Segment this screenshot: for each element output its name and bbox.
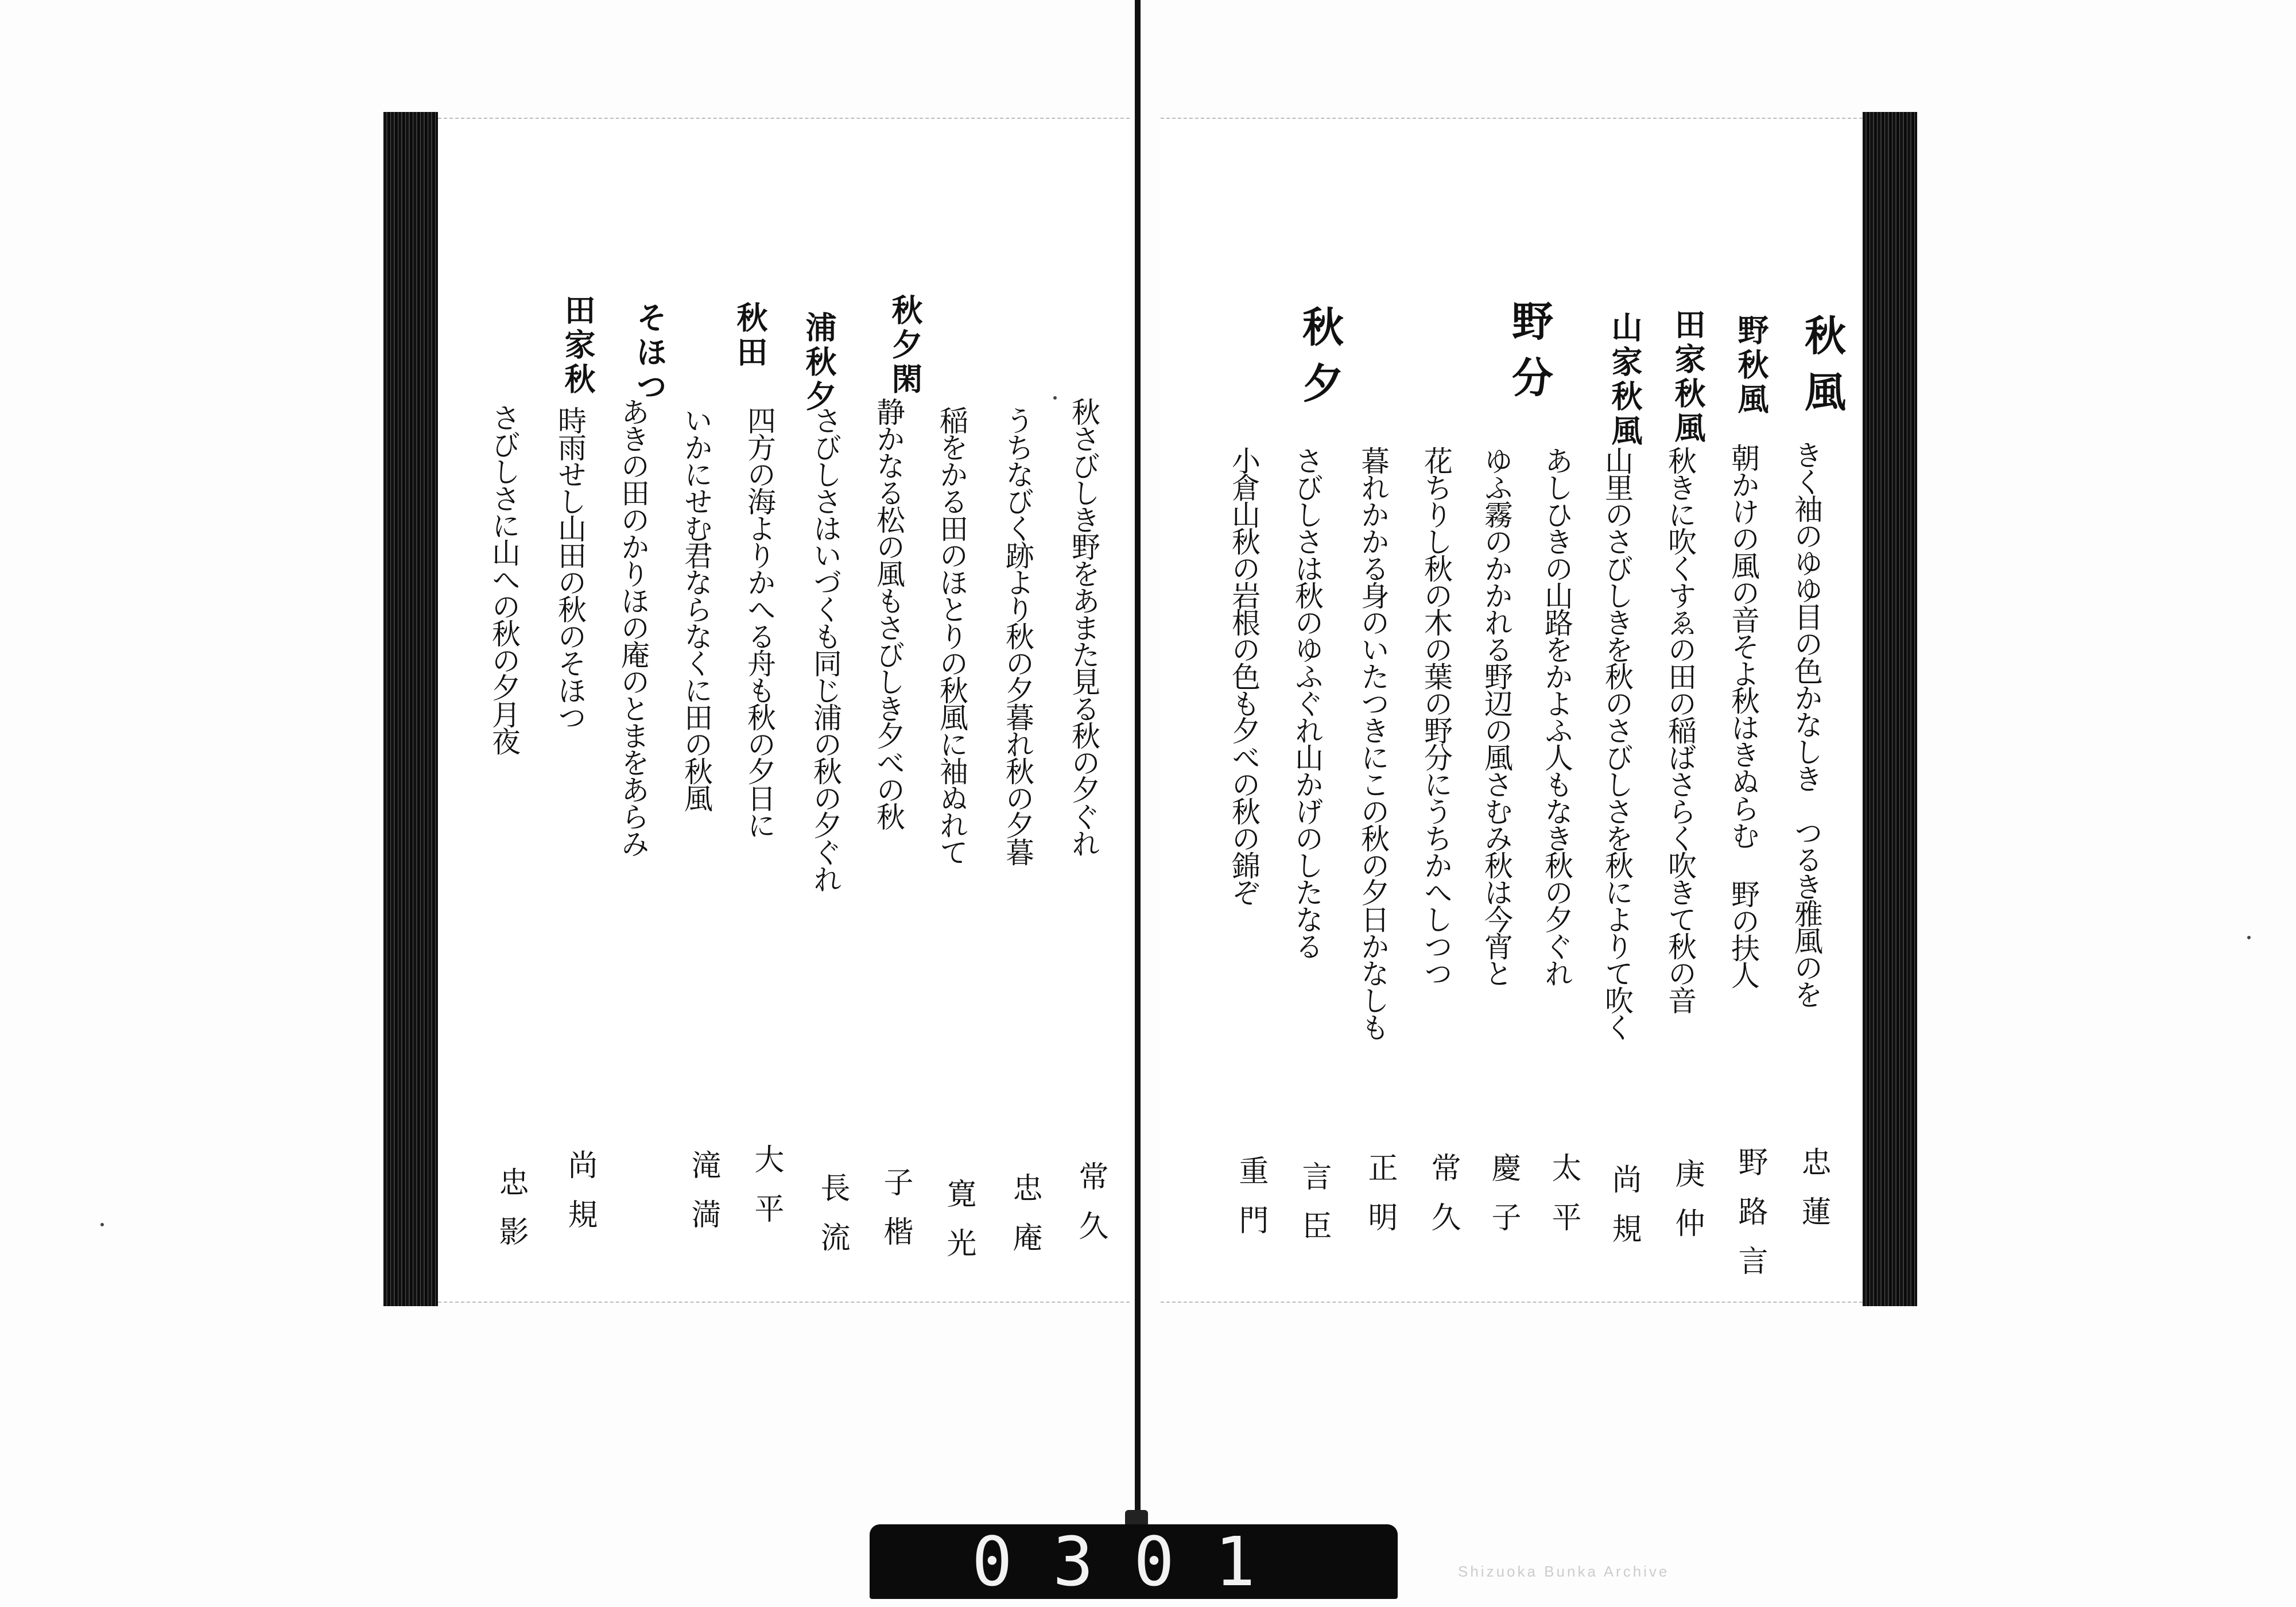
left-author-4: 子楷 — [878, 1167, 913, 1265]
right-title-4: 山家秋風 — [1607, 311, 1643, 449]
left-author-7: 滝満 — [686, 1149, 720, 1248]
right-author-8: 正明 — [1363, 1152, 1397, 1251]
left-author-2: 忠庵 — [1007, 1172, 1042, 1271]
right-author-2: 野路言 — [1733, 1147, 1767, 1295]
left-poem-7: いかにせむ君ならなくに田の秋風 — [680, 406, 713, 811]
left-poem-5: さびしさはいづくも同じ浦の秋の夕ぐれ — [809, 406, 842, 892]
right-poem-8: 暮れかかる身のいたつきにこの秋の夕日かなしも — [1356, 446, 1390, 1040]
binding-gutter-line — [1135, 0, 1141, 1536]
right-author-4: 尚規 — [1607, 1164, 1641, 1263]
margin-text: Shizuoka Bunka Archive — [1458, 1563, 1670, 1580]
right-poem-7: 花ちりし秋の木の葉の野分にうちかへしつつ — [1420, 446, 1453, 986]
left-poem-6: 四方の海よりかへる舟も秋の夕日に — [743, 406, 776, 838]
left-author-3: 寛光 — [941, 1178, 976, 1277]
left-page — [438, 118, 1130, 1303]
right-poem-6: ゆふ霧のかかれる野辺の風さむみ秋は今宵と — [1480, 446, 1513, 986]
right-author-7: 常久 — [1426, 1152, 1460, 1251]
left-poem-4: 静かなる松の風もさびしき夕べの秋 — [872, 397, 905, 829]
left-poem-8: あきの田のかりほの庵のとまをあらみ — [616, 397, 650, 856]
right-author-9: 言臣 — [1297, 1161, 1331, 1260]
right-poem-9: さびしさは秋のゆふぐれ山かげのしたなる — [1290, 446, 1324, 959]
right-title-5: 野分 — [1505, 300, 1553, 412]
right-poem-3: 秋きに吹くすゑの田の稲ばさらく吹きて秋の音 — [1663, 446, 1697, 1013]
left-title-3: 秋田 — [732, 301, 768, 370]
left-poem-9: 時雨せし山田の秋のそほつ — [553, 406, 587, 730]
right-author-6: 慶子 — [1486, 1152, 1521, 1251]
right-author-3: 庚仲 — [1670, 1158, 1704, 1257]
right-poem-10: 小倉山秋の岩根の色も夕べの秋の錦ぞ — [1227, 446, 1261, 905]
left-page-edge — [383, 112, 438, 1306]
right-page — [1161, 118, 1863, 1303]
left-author-9: 忠影 — [494, 1167, 528, 1265]
left-title-1: 秋夕閑 — [887, 294, 923, 397]
film-speck — [2247, 936, 2251, 939]
left-title-4: そほつ — [631, 301, 668, 405]
right-poem-5: あしひきの山路をかよふ人もなき秋の夕ぐれ — [1540, 446, 1573, 986]
left-author-1: 常久 — [1073, 1161, 1108, 1260]
film-speck — [100, 1223, 104, 1226]
right-author-1: 忠蓮 — [1796, 1147, 1830, 1245]
frame-counter: 0301 — [870, 1524, 1398, 1599]
right-author-10: 重門 — [1234, 1155, 1268, 1254]
right-title-1: 秋風 — [1798, 314, 1846, 427]
left-poem-1: 秋さびしき野をあまた見る秋の夕ぐれ — [1067, 397, 1100, 856]
right-poem-1: きく袖のゆゆ目の色かなしき つるき雅風のを — [1790, 440, 1823, 1007]
right-author-5: 太平 — [1546, 1152, 1581, 1251]
right-title-3: 田家秋風 — [1670, 308, 1706, 446]
right-poem-2: 朝かけの風の音そよ秋はきぬらむ 野の扶人 — [1727, 443, 1760, 988]
right-page-edge — [1863, 112, 1917, 1306]
left-title-5: 田家秋 — [560, 294, 596, 397]
left-poem-3: 稲をかる田のほとりの秋風に袖ぬれて — [935, 406, 968, 865]
right-poem-4: 山里のさびしきを秋のさびしさを秋によりて吹く — [1600, 446, 1634, 1040]
film-speck — [1053, 396, 1057, 400]
left-poem-2: うちなびく跡より秋の夕暮れ秋の夕暮 — [1001, 406, 1034, 865]
left-title-2: 浦秋夕 — [801, 311, 837, 415]
right-title-6: 秋夕 — [1296, 305, 1344, 418]
left-poem-10: さびしさに山への秋の夕月夜 — [487, 403, 521, 754]
left-author-8: 尚規 — [563, 1149, 597, 1248]
right-title-2: 野秋風 — [1733, 314, 1769, 417]
left-author-6: 大平 — [749, 1144, 784, 1242]
left-author-5: 長流 — [815, 1172, 850, 1271]
